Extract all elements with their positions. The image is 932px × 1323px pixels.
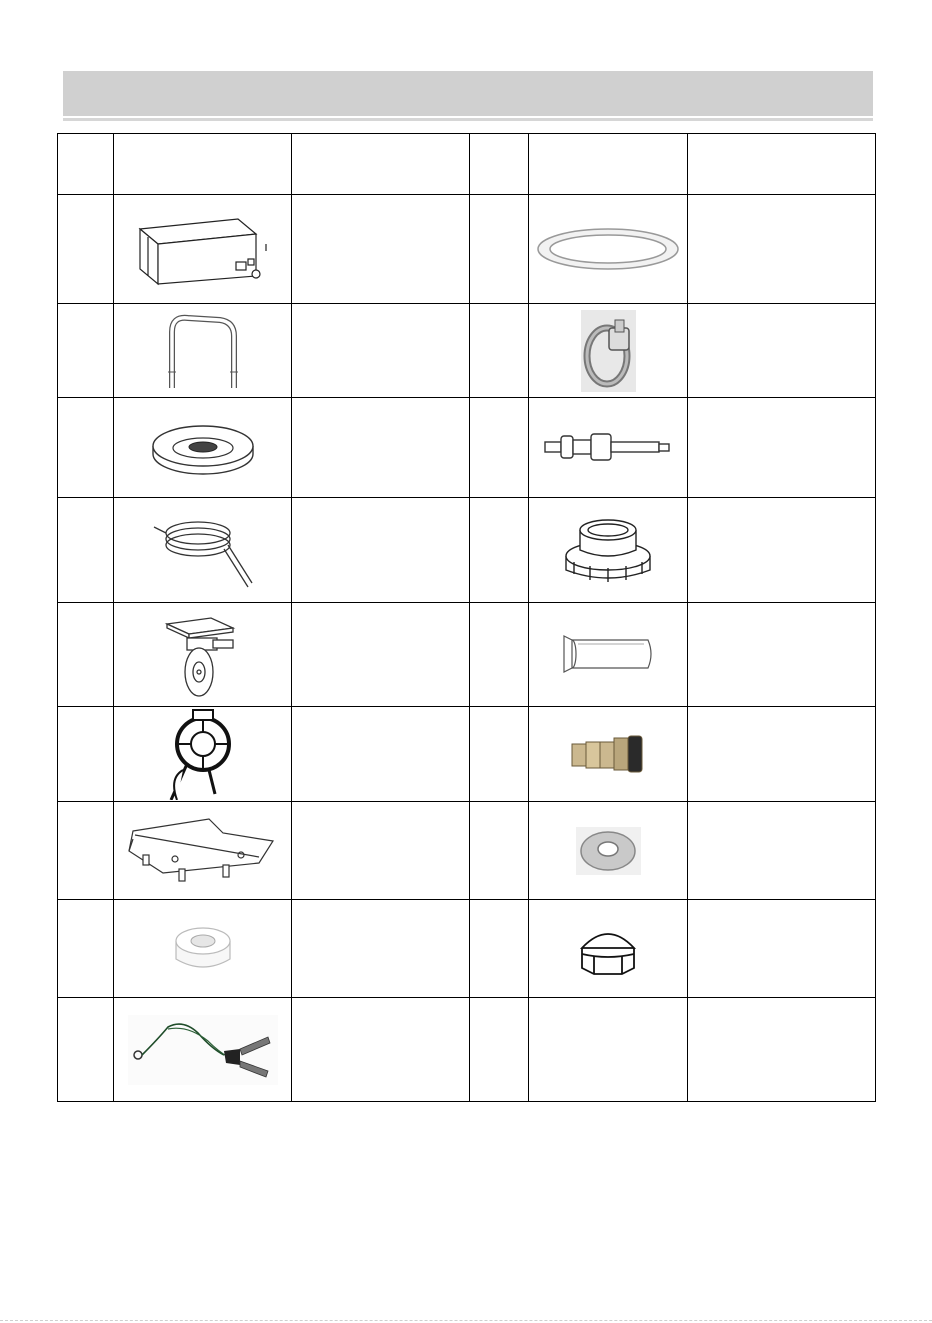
table-row bbox=[58, 398, 876, 498]
header-cell bbox=[529, 134, 688, 195]
picture-cell bbox=[114, 398, 292, 498]
number-cell bbox=[58, 900, 114, 998]
threaded-nut-ring-icon bbox=[558, 510, 658, 590]
number-cell bbox=[58, 304, 114, 398]
table-row bbox=[58, 304, 876, 398]
table-row bbox=[58, 498, 876, 603]
ptfe-tape-roll-icon bbox=[168, 921, 238, 976]
picture-cell bbox=[529, 603, 688, 707]
header-cell bbox=[688, 134, 876, 195]
table-header-row bbox=[58, 134, 876, 195]
number-cell bbox=[470, 498, 529, 603]
picture-cell bbox=[114, 707, 292, 802]
number-cell bbox=[470, 398, 529, 498]
name-cell bbox=[688, 900, 876, 998]
table-row bbox=[58, 998, 876, 1102]
name-cell bbox=[688, 802, 876, 900]
round-seal-ring-icon bbox=[148, 418, 258, 478]
picture-cell bbox=[529, 398, 688, 498]
stepped-shaft-icon bbox=[543, 428, 673, 468]
flat-gasket-ring-icon bbox=[533, 224, 683, 274]
name-cell bbox=[292, 304, 470, 398]
hose-clamp-icon bbox=[581, 310, 636, 392]
picture-cell bbox=[114, 304, 292, 398]
number-cell bbox=[470, 707, 529, 802]
name-cell bbox=[688, 603, 876, 707]
name-cell bbox=[688, 707, 876, 802]
picture-cell bbox=[114, 998, 292, 1102]
picture-cell bbox=[529, 707, 688, 802]
number-cell bbox=[58, 707, 114, 802]
table-row bbox=[58, 195, 876, 304]
number-cell bbox=[58, 603, 114, 707]
picture-cell bbox=[114, 900, 292, 998]
u-shaped-tube-icon bbox=[158, 310, 248, 392]
sleeve-tube-icon bbox=[558, 632, 658, 677]
number-cell bbox=[58, 802, 114, 900]
number-cell bbox=[58, 498, 114, 603]
water-tank-box-icon bbox=[128, 204, 278, 294]
number-cell bbox=[470, 603, 529, 707]
name-cell bbox=[688, 998, 876, 1102]
banner-underline bbox=[63, 118, 873, 121]
name-cell bbox=[292, 998, 470, 1102]
number-cell bbox=[470, 802, 529, 900]
hose-barb-fitting-icon bbox=[568, 732, 648, 777]
name-cell bbox=[292, 498, 470, 603]
picture-cell bbox=[114, 802, 292, 900]
table-row bbox=[58, 900, 876, 998]
name-cell bbox=[292, 707, 470, 802]
name-cell bbox=[292, 195, 470, 304]
parts-table bbox=[57, 133, 876, 1102]
header-cell bbox=[58, 134, 114, 195]
number-cell bbox=[58, 195, 114, 304]
picture-cell bbox=[529, 304, 688, 398]
number-cell bbox=[470, 195, 529, 304]
number-cell bbox=[470, 304, 529, 398]
ground-wire-clip-icon bbox=[128, 1015, 278, 1085]
header-cell bbox=[292, 134, 470, 195]
name-cell bbox=[688, 398, 876, 498]
picture-cell bbox=[529, 498, 688, 603]
name-cell bbox=[292, 603, 470, 707]
picture-cell bbox=[529, 195, 688, 304]
header-cell bbox=[470, 134, 529, 195]
name-cell bbox=[688, 304, 876, 398]
caster-wheel-icon bbox=[163, 610, 243, 700]
number-cell bbox=[470, 998, 529, 1102]
coiled-pipe-icon bbox=[148, 509, 258, 591]
picture-cell bbox=[114, 498, 292, 603]
table-row bbox=[58, 603, 876, 707]
picture-cell bbox=[114, 195, 292, 304]
table-row bbox=[58, 707, 876, 802]
picture-cell bbox=[529, 802, 688, 900]
picture-cell bbox=[529, 998, 688, 1102]
mounting-plate-icon bbox=[123, 811, 283, 891]
picture-cell bbox=[529, 900, 688, 998]
number-cell bbox=[58, 398, 114, 498]
cap-nut-icon bbox=[576, 920, 641, 978]
section-title-banner bbox=[63, 71, 873, 116]
number-cell bbox=[58, 998, 114, 1102]
name-cell bbox=[292, 398, 470, 498]
table-row bbox=[58, 802, 876, 900]
washer-icon bbox=[576, 827, 641, 875]
picture-cell bbox=[114, 603, 292, 707]
pump-motor-icon bbox=[163, 708, 243, 800]
name-cell bbox=[688, 195, 876, 304]
number-cell bbox=[470, 900, 529, 998]
name-cell bbox=[688, 498, 876, 603]
page-bottom-edge bbox=[0, 1320, 932, 1321]
name-cell bbox=[292, 802, 470, 900]
name-cell bbox=[292, 900, 470, 998]
header-cell bbox=[114, 134, 292, 195]
